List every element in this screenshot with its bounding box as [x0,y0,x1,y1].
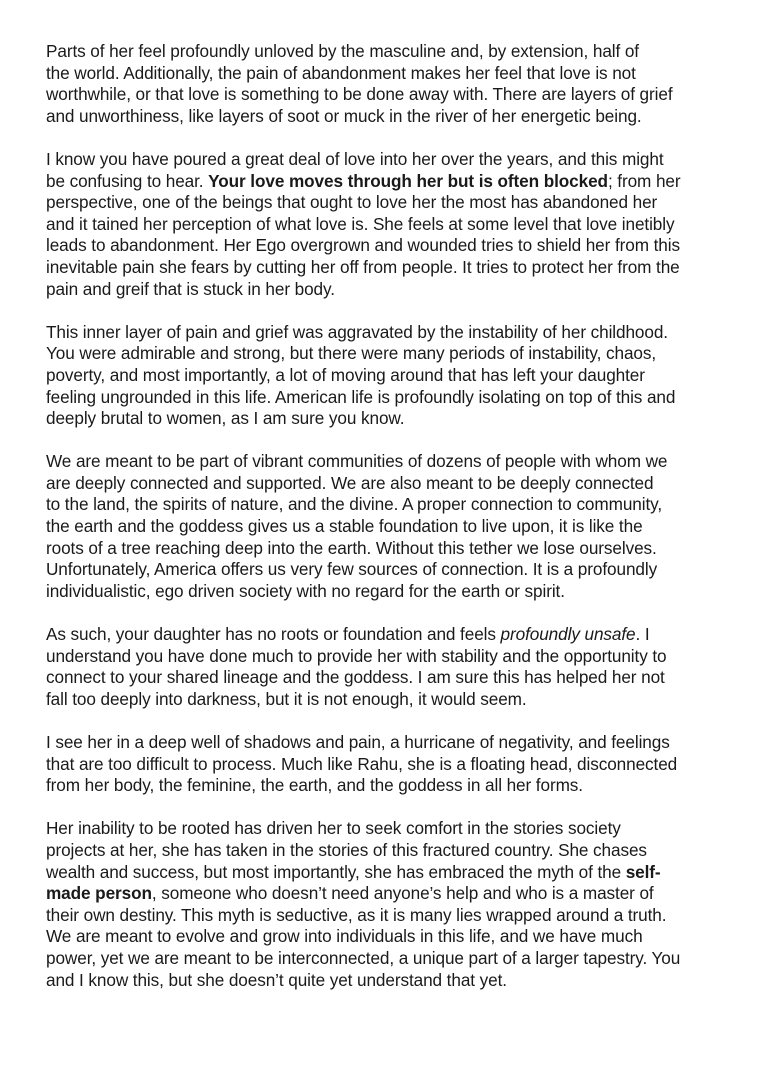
text-line: understand you have done much to provide her with stability and the opportunity to [46,645,667,666]
text-line: their own destiny. This myth is seductive, as it is many lies wrapped around a truth. [46,904,667,925]
text-line: individualistic, ego driven society with no regard for the earth or spirit. [46,580,565,601]
text-line: are deeply connected and supported. We are also meant to be deeply connected [46,472,654,493]
text-line: I see her in a deep well of shadows and pain, a hurricane of negativity, and feelings [46,732,670,752]
text-line: We are meant to evolve and grow into individuals in this life, and we have much [46,926,643,947]
text-line: roots of a tree reaching deep into the earth. Without this tether we lose ourselves. [46,537,657,558]
text-line: deeply brutal to women, as I am sure you know. [46,408,405,429]
text-line: be confusing to hear. Your love moves through her but is often blocked; from her [46,170,681,191]
text-line: inevitable pain she fears by cutting her off from people. It tries to protect her from the [46,256,680,277]
paragraph-1 [46,41,736,127]
paragraph-6 [46,732,736,797]
paragraph-7 [46,818,736,991]
paragraph-2 [46,149,736,300]
text-line: and unworthiness, like layers of soot or muck in the river of her energetic being. [46,105,642,126]
document-page [46,41,736,1013]
text-line: made person, someone who doesn’t need anyone’s help and who is a master of [46,883,654,904]
text-line: the earth and the goddess gives us a stable foundation to live upon, it is like the [46,516,643,537]
text-line: wealth and success, but most importantly, she has embraced the myth of the self- [46,861,661,882]
text-line: As such, your daughter has no roots or foundation and feels profoundly unsafe. I [46,624,650,645]
text-line: projects at her, she has taken in the stories of this fractured country. She chases [46,839,647,860]
text-line: poverty, and most importantly, a lot of moving around that has left your daughter [46,364,645,385]
text-line: You were admirable and strong, but there were many periods of instability, chaos, [46,343,657,364]
text-line: Parts of her feel profoundly unloved by the masculine and, by extension, half of [46,41,639,61]
paragraph-5 [46,624,736,710]
bold-emphasis: Your love moves through her but is often blocked [208,170,608,191]
text-line: Unfortunately, America offers us very few sources of connection. It is a profoundly [46,559,658,580]
text-line: and it tained her perception of what love is. She feels at some level that love inetibly [46,213,675,234]
text-line: feeling ungrounded in this life. American life is profoundly isolating on top of this and [46,386,676,407]
text-line: pain and greif that is stuck in her body. [46,278,335,299]
text-line: I know you have poured a great deal of love into her over the years, and this might [46,148,664,169]
text-line: perspective, one of the beings that ought to love her the most has abandoned her [46,192,658,213]
text-line: We are meant to be part of vibrant communities of dozens of people with whom we [46,451,668,472]
text-line: and I know this, but she doesn’t quite yet understand that yet. [46,969,507,990]
text-line: that are too difficult to process. Much like Rahu, she is a floating head, disconnected [46,753,678,774]
text-line: from her body, the feminine, the earth, and the goddess in all her forms. [46,775,583,796]
paragraph-3 [46,322,736,430]
paragraph-4 [46,451,736,602]
text-line: the world. Additionally, the pain of abandonment makes her feel that love is not [46,62,636,83]
text-line: worthwhile, or that love is something to be done away with. There are layers of grief [46,84,673,105]
bold-emphasis: self- [625,861,661,882]
text-line: to the land, the spirits of nature, and the divine. A proper connection to community, [46,494,663,515]
text-line: power, yet we are meant to be interconnected, a unique part of a larger tapestry. You [46,947,681,968]
text-line: Her inability to be rooted has driven her to seek comfort in the stories society [46,818,621,839]
text-line: connect to your shared lineage and the goddess. I am sure this has helped her not [46,667,665,688]
text-line: leads to abandonment. Her Ego overgrown and wounded tries to shield her from this [46,235,680,256]
text-line: fall too deeply into darkness, but it is not enough, it would seem. [46,688,527,709]
italic-emphasis: profoundly unsafe [500,624,636,645]
bold-emphasis: made person [46,883,152,904]
text-line: This inner layer of pain and grief was aggravated by the instability of her childhood. [46,321,668,342]
